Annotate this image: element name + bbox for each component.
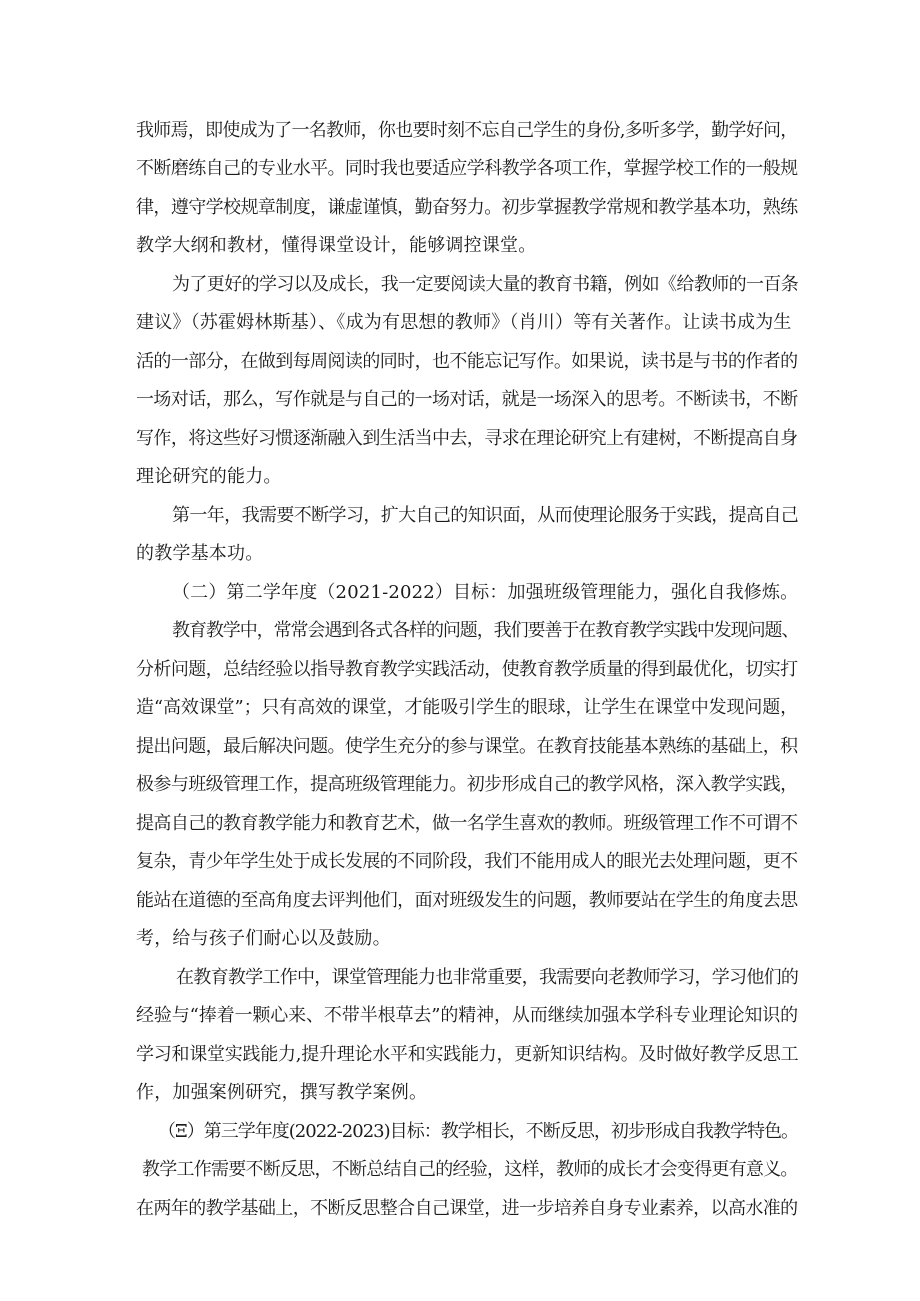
text-line-11: 第一年，我需要不断学习，扩大自己的知识面，从而使理论服务于实践，提高自己 — [172, 505, 799, 526]
text-line-6: 建议》（苏霍姆林斯基）、《成为有思想的教师》（肖川）等有关著作。让读书成为生 — [136, 312, 792, 333]
text-line-9: 写作，将这些好习惯逐渐融入到生活当中去，寻求在理论研究上有建树，不断提高自身 — [136, 428, 798, 449]
text-line-25: 学习和课堂实践能力,提升理论水平和实践能力，更新知识结构。及时做好教学反思工 — [136, 1044, 799, 1065]
text-line-20: 复杂，青少年学生处于成长发展的不同阶段，我们不能用成人的眼光去处理问题，更不 — [136, 851, 798, 872]
text-line-10: 理论研究的能力。 — [136, 466, 282, 487]
text-line-21: 能站在道德的至高角度去评判他们，面对班级发生的问题，教师要站在学生的角度去思 — [136, 890, 798, 911]
text-line-22: 考，给与孩子们耐心以及鼓励。 — [136, 928, 391, 949]
text-line-28: 教学工作需要不断反思，不断总结自己的经验，这样，教师的成长才会变得更有意义。 — [142, 1159, 798, 1180]
text-line-4: 教学大纲和教材，懂得课堂设计，能够调控课堂。 — [136, 235, 537, 256]
text-line-12: 的教学基本功。 — [136, 543, 264, 564]
text-line-5: 为了更好的学习以及成长，我一定要阅读大量的教育书籍，例如《给教师的一百条 — [172, 274, 799, 295]
text-line-3: 律，遵守学校规章制度，谦虚谨慎，勤奋努力。初步掌握教学常规和教学基本功，熟练 — [136, 197, 798, 218]
text-line-19: 提高自己的教育教学能力和教育艺术，做一名学生喜欢的教师。班级管理工作不可谓不 — [136, 813, 798, 834]
section-heading-year-3: （Ξ）第三学年度(2022-2023)目标：教学相长，不断反思，初步形成自我教学特色。 — [158, 1121, 799, 1142]
text-line-24: 经验与“捧着一颗心来、不带半根草去”的精神，从而继续加强本学科专业理论知识的 — [136, 1005, 799, 1026]
text-line-26: 作，加强案例研究，撰写教学案例。 — [136, 1082, 428, 1103]
text-line-23: 在教育教学工作中，课堂管理能力也非常重要，我需要向老教师学习，学习他们的 — [176, 967, 799, 988]
text-line-18: 极参与班级管理工作，提高班级管理能力。初步形成自己的教学风格，深入教学实践， — [136, 774, 798, 795]
section-heading-year-2: （二）第二学年度（2021-2022）目标：加强班级管理能力，强化自我修炼。 — [172, 582, 799, 603]
text-line-1: 我师焉，即使成为了一名教师，你也要时刻不忘自己学生的身份,多听多学，勤学好问， — [136, 120, 798, 141]
text-line-14: 教育教学中，常常会遇到各式各样的问题，我们要善于在教育教学实践中发现问题、 — [172, 620, 799, 641]
text-line-16: 造“高效课堂”；只有高效的课堂，才能吸引学生的眼球，让学生在课堂中发现问题， — [136, 697, 799, 718]
text-line-15: 分析问题，总结经验以指导教育教学实践活动，使教育教学质量的得到最优化，切实打 — [136, 659, 798, 680]
text-line-8: 一场对话，那么，写作就是与自己的一场对话，就是一场深入的思考。不断读书，不断 — [136, 389, 798, 410]
text-line-29: 在两年的教学基础上，不断反思整合自己课堂，进一步培养自身专业素养，以高水准的 — [136, 1198, 798, 1219]
text-line-17: 提出问题，最后解决问题。使学生充分的参与课堂。在教育技能基本熟练的基础上，积 — [136, 736, 798, 757]
text-line-7: 活的一部分，在做到每周阅读的同时，也不能忘记写作。如果说，读书是与书的作者的 — [136, 351, 798, 372]
text-line-2: 不断磨练自己的专业水平。同时我也要适应学科教学各项工作，掌握学校工作的一般规 — [136, 158, 798, 179]
